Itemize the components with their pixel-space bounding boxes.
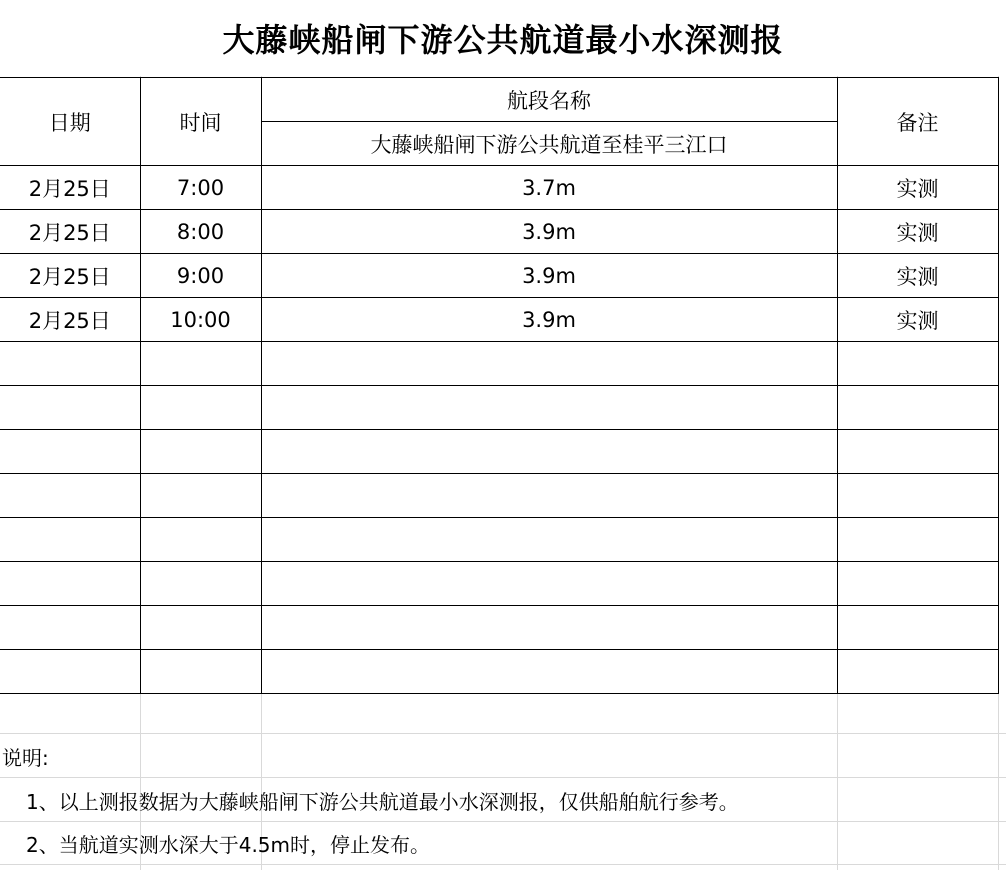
empty-row [0,386,998,430]
empty-row [0,606,998,650]
cell-depth: 3.9m [261,254,837,298]
empty-row [0,562,998,606]
cell-depth: 3.7m [261,166,837,210]
cell-time: 7:00 [140,166,261,210]
cell-remark: 实测 [837,166,998,210]
empty-row [0,342,998,386]
cell-remark: 实测 [837,298,998,342]
header-time: 时间 [140,78,261,166]
gridline [0,777,1006,778]
gridline [0,733,1006,734]
header-section-value: 大藤峡船闸下游公共航道至桂平三江口 [261,122,837,166]
cell-date: 2月25日 [0,166,140,210]
cell-remark: 实测 [837,210,998,254]
table-row [0,166,998,210]
cell-time: 10:00 [140,298,261,342]
note-line-2: 2、当航道实测水深大于4.5m时，停止发布。 [26,833,431,857]
header-remarks: 备注 [837,78,998,166]
note-line-1: 1、以上测报数据为大藤峡船闸下游公共航道最小水深测报，仅供船舶航行参考。 [26,790,739,814]
cell-remark: 实测 [837,254,998,298]
notes-heading: 说明: [2,746,49,770]
table-row [0,254,998,298]
gridline [0,864,1006,865]
depth-report-table [0,77,999,694]
header-date: 日期 [0,78,140,166]
empty-row [0,650,998,694]
gridline [0,821,1006,822]
header-section-name: 航段名称 [261,78,837,122]
empty-row [0,474,998,518]
page-title: 大藤峡船闸下游公共航道最小水深测报 [0,0,1006,76]
cell-date: 2月25日 [0,210,140,254]
cell-date: 2月25日 [0,298,140,342]
cell-depth: 3.9m [261,210,837,254]
cell-date: 2月25日 [0,254,140,298]
cell-time: 8:00 [140,210,261,254]
cell-depth: 3.9m [261,298,837,342]
empty-row [0,430,998,474]
table-row [0,298,998,342]
table-row [0,210,998,254]
empty-row [0,518,998,562]
cell-time: 9:00 [140,254,261,298]
